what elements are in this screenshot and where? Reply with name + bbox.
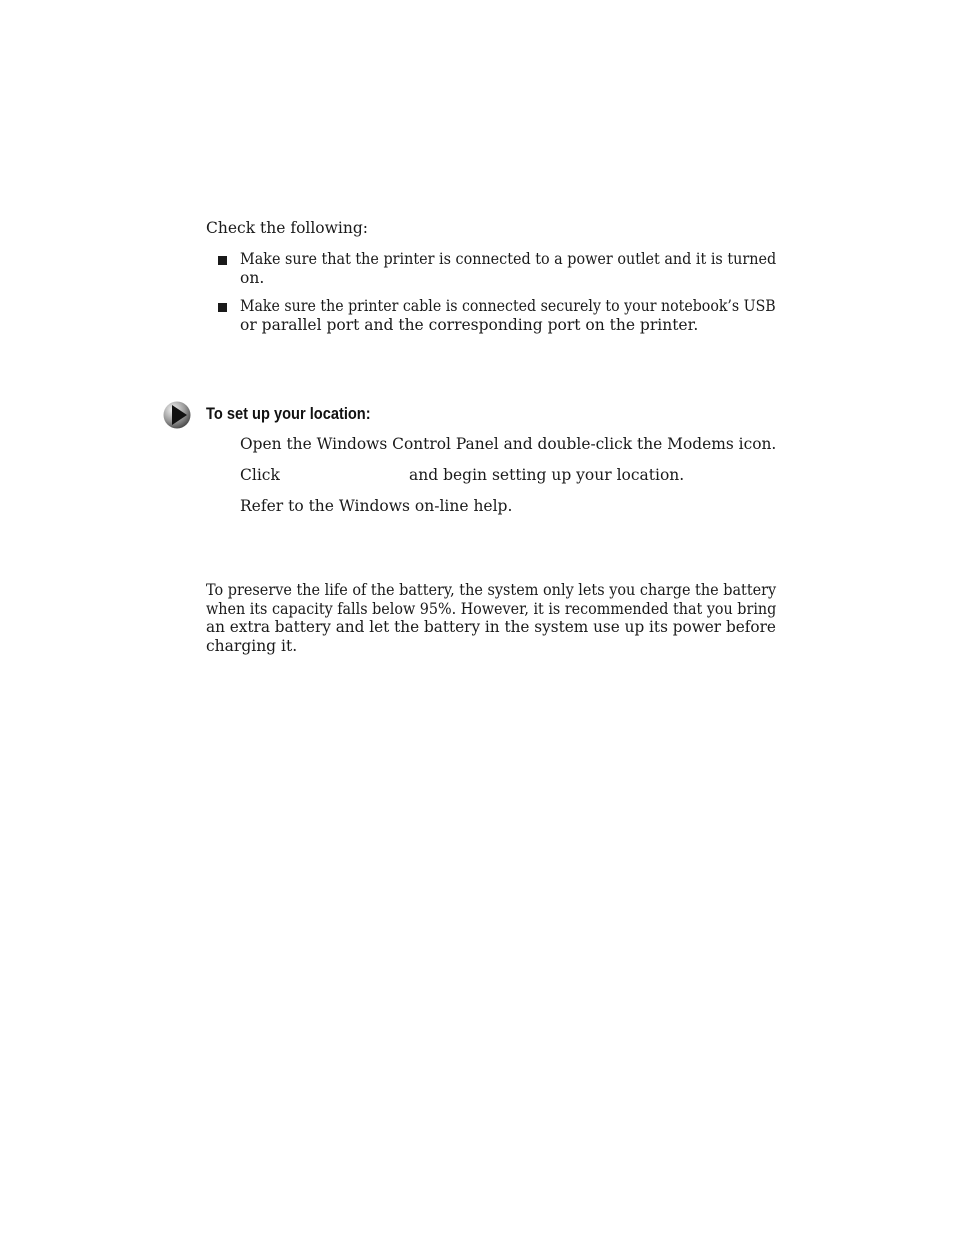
step-2-suffix: and begin setting up your location. bbox=[409, 466, 685, 484]
bullet-marker-1 bbox=[218, 256, 227, 265]
check-intro: Check the following: bbox=[206, 219, 368, 237]
procedure-heading: To set up your location: bbox=[206, 404, 371, 423]
battery-line-4: charging it. bbox=[206, 637, 298, 655]
bullet-marker-2 bbox=[218, 303, 227, 312]
bullet-1-line-2: on. bbox=[240, 269, 265, 287]
bullet-2-line-1: Make sure the printer cable is connected securely to your notebook’s USB bbox=[240, 297, 776, 315]
step-2-prefix: Click bbox=[240, 466, 280, 484]
bullet-2-line-2: or parallel port and the corresponding port on the printer. bbox=[240, 316, 699, 334]
step-1: Open the Windows Control Panel and double-click the Modems icon. bbox=[240, 435, 777, 453]
arrow-right-icon bbox=[163, 400, 193, 430]
battery-line-3: an extra battery and let the battery in the system use up its power before bbox=[206, 618, 776, 636]
battery-line-1: To preserve the life of the battery, the system only lets you charge the battery bbox=[206, 581, 777, 599]
bullet-1-line-1: Make sure that the printer is connected to a power outlet and it is turned bbox=[240, 250, 777, 268]
battery-line-2: when its capacity falls below 95%. However, it is recommended that you bring bbox=[206, 600, 777, 618]
step-3: Refer to the Windows on-line help. bbox=[240, 497, 513, 515]
